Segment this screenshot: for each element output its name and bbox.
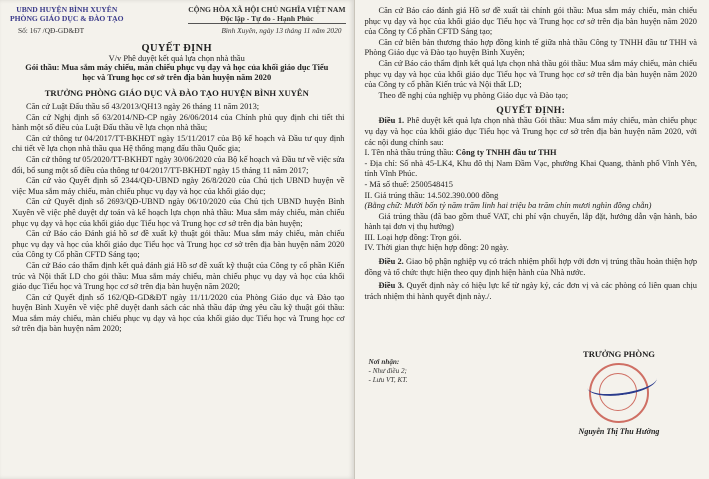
article-1-text: Phê duyệt kết quả lựa chọn nhà thầu Gói thầu: Mua sắm máy chiếu, màn chiếu phục vụ dạy và học của khối giáo dục Tiểu học và Trung học cơ sở trên địa bàn huyện năm 2020, với các nội dung chính sau: — [364, 116, 697, 147]
price-in-words: (Bằng chữ: Mười bốn tỷ năm trăm linh hai triệu ba trăm chín mươi nghìn đồng chẵn) — [364, 201, 652, 211]
contractor-name: Công ty TNHH đầu tư THH — [453, 148, 557, 158]
legal-basis-4: Căn cứ thông tư 05/2020/TT-BKHĐT ngày 30/06/2020 của Bộ kế hoạch và Đầu tư về việc sửa đổi, bổ sung một số điều của thông tư 04/2017/TT-BKHĐT ngày 15 tháng 11 năm 2017; — [12, 154, 345, 175]
doc-number: Số: 167 /QĐ-GD&ĐT — [18, 26, 85, 35]
recipient-item: - Như điều 2; — [368, 367, 407, 375]
legal-basis-10: Căn cứ Báo cáo đánh giá Hồ sơ đề xuất tài chính gói thầu: Mua sắm máy chiếu, màn chiếu phục vụ dạy và học của khối giáo dục Tiểu học và Trung học cơ sở trên địa bàn huyện năm 2020 của Công ty Cổ phần CFTD Sáng tạo; — [364, 6, 697, 37]
legal-basis-13: Theo đề nghị của nghiệp vụ phòng Giáo dục và Đào tạo; — [378, 90, 569, 100]
left-body — [0, 102, 354, 335]
place-date: Bình Xuyên, ngày 13 tháng 11 năm 2020 — [221, 26, 342, 35]
legal-basis-11: Căn cứ biên bản thương thảo hợp đồng kinh tế giữa nhà thầu Công ty TNHH đầu tư THH và Phòng Giáo dục và Đào tạo huyện Bình Xuyên; — [364, 37, 697, 58]
price-value: 14.502.390.000 đồng — [424, 190, 499, 200]
legal-basis-3: Căn cứ thông tư 04/2017/TT-BKHĐT ngày 15/11/2017 của Bộ kế hoạch và Đầu tư quy định chi tiết về lựa chọn nhà thầu qua Hệ thống mạng đấu thầu Quốc gia; — [12, 133, 345, 154]
legal-basis-7: Căn cứ Báo cáo Đánh giá hồ sơ đề xuất kỹ thuật gói thầu: Mua sắm máy chiếu, màn chiếu phục vụ dạy và học của khối giáo dục Tiểu học và Trung học cơ sở trên địa bàn huyện năm 2020 của Công ty Cổ phần CFTD Sáng tạo; — [12, 229, 345, 260]
price-note: Giá trúng thầu (đã bao gồm thuế VAT, chi phí vận chuyển, lắp đặt, hướng dẫn vận hành, bảo hành tại đơn vị thụ hưởng) — [364, 211, 697, 232]
article-3-text: Quyết định này có hiệu lực kể từ ngày ký, các đơn vị và các phòng có liên quan chịu trách nhiệm thi hành quyết định này./. — [364, 281, 697, 301]
number-date-row — [0, 24, 354, 35]
left-page — [0, 0, 354, 479]
legal-basis-8: Căn cứ Báo cáo thẩm định kết quả đánh giá Hồ sơ đề xuất kỹ thuật của Công ty cổ phần Kiến trúc và Nội thất LD cho gói thầu: Mua sắm máy chiếu, màn chiếu phục vụ dạy và học của khối giáo dục Tiểu học và Trung học cơ sở trên địa bàn huyện năm 2020; — [12, 260, 345, 292]
legal-basis-12: Căn cứ Báo cáo thẩm định kết quả lựa chọn nhà thầu gói thầu: Mua sắm máy chiếu, màn chiếu phục vụ dạy và học của khối giáo dục Tiểu học và Trung học cơ sở trên địa bàn huyện năm 2020 của Công ty cổ phần Kiến trúc và Nội thất LD; — [364, 58, 697, 90]
article-1-label: Điều 1. — [378, 116, 405, 126]
legal-basis-6: Căn cứ Quyết định số 2693/QĐ-UBND ngày 06/10/2020 của Chủ tịch UBND huyện Bình Xuyên về việc phê duyệt dự toán và kế hoạch lựa chọn nhà thầu: Mua sắm máy chiếu, màn chiếu phục vụ dạy và học của khối giáo dục Tiểu học và Trung học cơ sở trên địa bàn huyện; — [12, 197, 345, 228]
article-2 — [365, 257, 698, 278]
contractor-line — [365, 148, 698, 159]
article-1 — [365, 116, 698, 148]
legal-basis-2: Căn cứ Nghị định số 63/2014/NĐ-CP ngày 26/06/2014 của Chính phủ quy định chi tiết thi hành một số điều của Luật Đấu thầu về lựa chọn nhà thầu; — [12, 112, 345, 133]
article-2-label: Điều 2. — [378, 257, 404, 267]
recipients — [369, 358, 408, 385]
national-motto — [188, 5, 345, 24]
contract-type: III. Loại hợp đồng: Trọn gói. — [364, 232, 462, 242]
legal-basis-5: Căn cứ vào Quyết định số 2344/QĐ-UBND ngày 26/8/2020 của Chủ tịch UBND huyện về việc Mua sắm máy chiếu, màn chiếu phục vụ dạy và học của khối giáo dục; — [12, 176, 345, 196]
right-body — [355, 0, 709, 302]
signature-block — [549, 349, 689, 436]
org-line1: UBND HUYỆN BÌNH XUYÊN — [16, 5, 118, 14]
issuing-organization — [10, 5, 124, 24]
price-line — [365, 191, 698, 202]
letterhead — [0, 0, 354, 24]
recipient-item: - Lưu VT, KT. — [368, 376, 408, 384]
price-label: II. Giá trúng thầu: — [364, 190, 425, 200]
legal-basis-9: Căn cứ Quyết định số 162/QĐ-GD&ĐT ngày 11/11/2020 của Phòng Giáo dục và Đào tạo huyện Bình Xuyên về việc phê duyệt danh sách các nhà thầu đáp ứng yêu cầu kỹ thuật gói thầu: Mua sắm máy chiếu, màn chiếu phục vụ dạy và học của khối giáo dục Tiểu học và Trung học cơ sở trên địa bàn huyện năm 2020; — [12, 292, 345, 334]
contractor-label: I. Tên nhà thầu trúng thầu: — [364, 148, 454, 158]
article-2-text: Giao bộ phận nghiệp vụ có trách nhiệm phối hợp với đơn vị trúng thầu hoàn thiện hợp đồng và tổ chức thực hiện theo quy định hiện hành của Nhà nước. — [364, 257, 698, 277]
article-3-label: Điều 3. — [378, 281, 405, 291]
contractor-tax-code: - Mã số thuế: 2500548415 — [364, 179, 453, 189]
authority: TRƯỞNG PHÒNG GIÁO DỤC VÀ ĐÀO TẠO HUYỆN BÌNH XUYÊN — [44, 88, 309, 98]
nation-line1: CỘNG HÒA XÃ HỘI CHỦ NGHĨA VIỆT NAM — [188, 5, 346, 14]
nation-line2: Độc lập - Tự do - Hạnh Phúc — [188, 14, 345, 24]
legal-basis-1: Căn cứ Luật Đấu thầu số 43/2013/QH13 ngày 26 tháng 11 năm 2013; — [26, 102, 260, 111]
doc-subject: V/v Phê duyệt kết quả lựa chọn nhà thầu — [108, 54, 245, 63]
article-3 — [365, 281, 698, 302]
signer-name: Nguyễn Thị Thu Hường — [578, 427, 660, 436]
doc-package: Gói thầu: Mua sắm máy chiếu, màn chiếu phục vụ dạy và học của khối giáo dục Tiểu học và Trung học cơ sở trên địa bàn huyện năm 2020 — [25, 63, 329, 82]
doc-title: QUYẾT ĐỊNH — [141, 43, 212, 54]
contractor-address: - Địa chỉ: Số nhà 45-LK4, Khu đô thị Nam Đầm Vạc, phường Khai Quang, thành phố Vĩnh Yên, tỉnh Vĩnh Phúc. — [364, 158, 697, 179]
recipients-title: Nơi nhận: — [368, 358, 400, 366]
signer-title: TRƯỞNG PHÒNG — [582, 349, 655, 359]
org-line2: PHÒNG GIÁO DỤC & ĐÀO TẠO — [10, 14, 124, 23]
decides-heading: QUYẾT ĐỊNH: — [496, 105, 566, 117]
contract-duration: IV. Thời gian thực hiện hợp đồng: 20 ngày. — [364, 243, 509, 253]
right-page — [354, 0, 709, 479]
